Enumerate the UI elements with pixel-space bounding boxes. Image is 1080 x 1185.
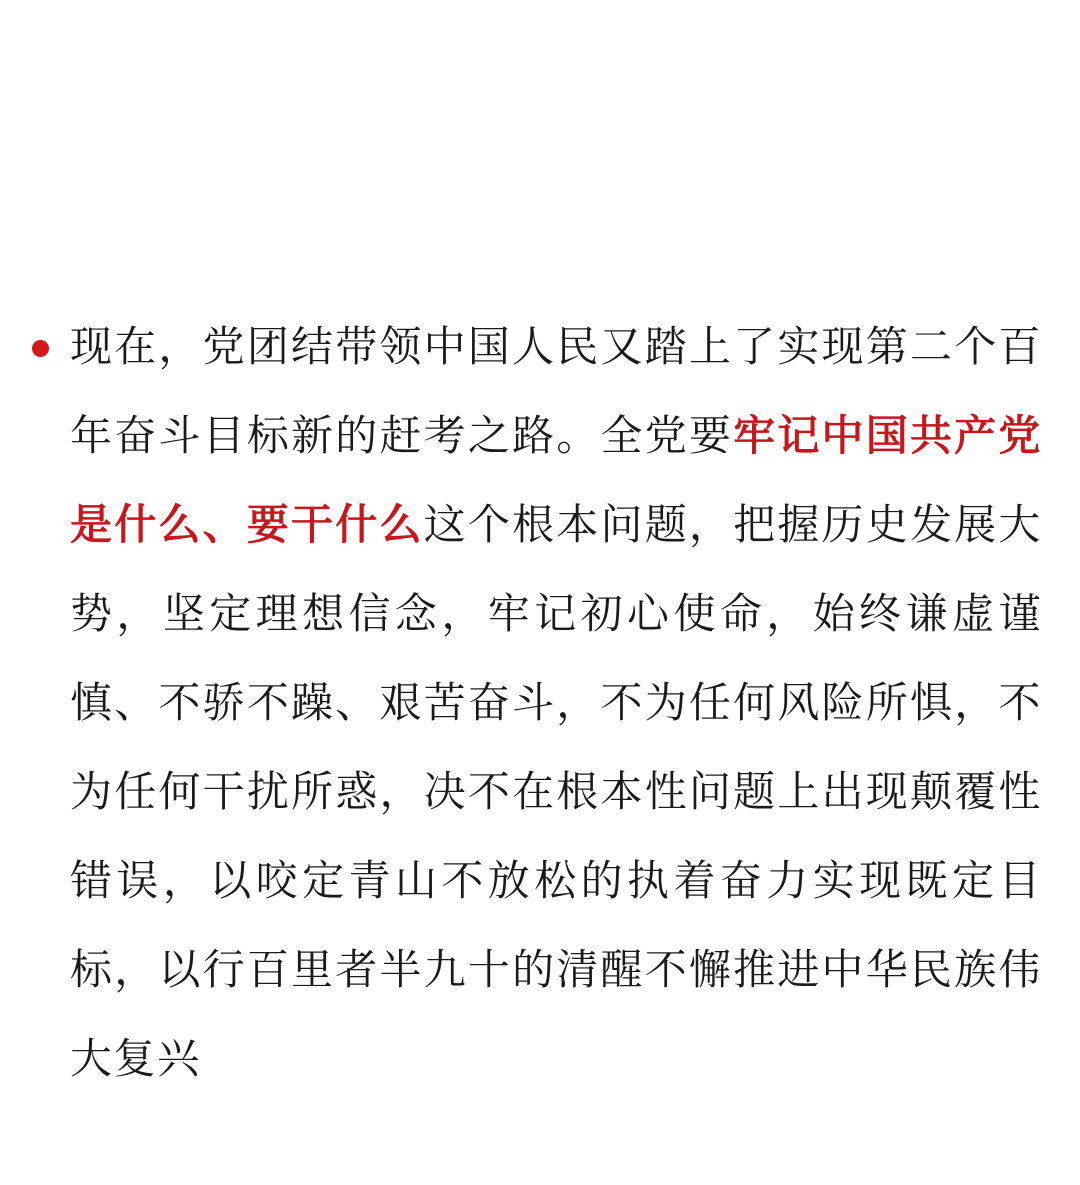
paragraph-emphasis: 牢记中国共产党是什么、要干什么 bbox=[70, 411, 1042, 549]
red-bullet-icon bbox=[32, 340, 49, 357]
paragraph-text-tail: 这个根本问题，把握历史发展大势，坚定理想信念，牢记初心使命，始终谦虚谨慎、不骄不躁、艰苦奋斗，不为任何风险所惧，不为任何干扰所惑，决不在根本性问题上出现颠覆性错误，以咬定青山不放松的执着奋力实现既定目标，以行百里者半九十的清醒不懈推进中华民族伟大复兴 bbox=[70, 500, 1042, 1083]
quote-paragraph bbox=[70, 302, 1042, 1103]
paragraph-text-lead: 现在，党团结带领中国人民又踏上了实现第二个百年奋斗目标新的赶考之路。全党要 bbox=[70, 322, 1042, 460]
